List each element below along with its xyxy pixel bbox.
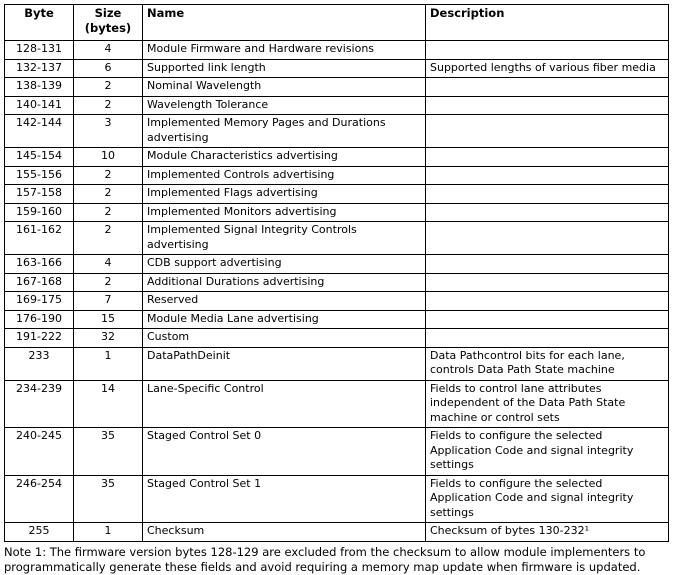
name-cell: Module Media Lane advertising [143, 310, 426, 329]
table-row [5, 78, 669, 97]
table-row [5, 203, 669, 222]
table-row [5, 292, 669, 311]
footnote: Note 1: The firmware version bytes 128-129 are excluded from the checksum to allow module implementers to programmatically generate these fields and avoid requiring a memory map update when firmware is updated. [4, 544, 646, 574]
size-cell: 3 [74, 115, 143, 148]
name-cell: Lane-Specific Control [143, 380, 426, 428]
table-row [5, 148, 669, 167]
byte-cell: 138-139 [5, 78, 74, 97]
desc-cell [426, 185, 669, 204]
name-cell: Implemented Flags advertising [143, 185, 426, 204]
size-cell: 2 [74, 273, 143, 292]
desc-cell: Fields to control lane attributes independent of the Data Path State machine or control sets [426, 380, 669, 428]
desc-cell [426, 78, 669, 97]
size-cell: 35 [74, 428, 143, 476]
size-cell: 4 [74, 41, 143, 60]
byte-cell: 163-166 [5, 255, 74, 274]
desc-cell [426, 96, 669, 115]
table-row [5, 96, 669, 115]
name-cell: Module Characteristics advertising [143, 148, 426, 167]
desc-cell [426, 148, 669, 167]
byte-cell: 169-175 [5, 292, 74, 311]
size-cell: 2 [74, 222, 143, 255]
byte-cell: 167-168 [5, 273, 74, 292]
byte-cell: 157-158 [5, 185, 74, 204]
desc-cell [426, 115, 669, 148]
col-header-description: Description [426, 5, 669, 41]
byte-cell: 142-144 [5, 115, 74, 148]
name-cell: Implemented Signal Integrity Controls advertising [143, 222, 426, 255]
byte-cell: 233 [5, 347, 74, 380]
table-row [5, 310, 669, 329]
col-header-byte: Byte [5, 5, 74, 41]
desc-cell [426, 310, 669, 329]
size-cell: 32 [74, 329, 143, 348]
byte-map-table [4, 4, 669, 542]
size-cell: 14 [74, 380, 143, 428]
size-cell: 15 [74, 310, 143, 329]
table-row [5, 185, 669, 204]
size-cell: 1 [74, 347, 143, 380]
desc-cell: Checksum of bytes 130-232¹ [426, 523, 669, 542]
byte-cell: 234-239 [5, 380, 74, 428]
desc-cell [426, 329, 669, 348]
name-cell: Additional Durations advertising [143, 273, 426, 292]
size-cell: 2 [74, 78, 143, 97]
size-cell: 2 [74, 203, 143, 222]
name-cell: Supported link length [143, 59, 426, 78]
desc-cell [426, 255, 669, 274]
byte-cell: 161-162 [5, 222, 74, 255]
name-cell: Reserved [143, 292, 426, 311]
table-row [5, 273, 669, 292]
table-row [5, 329, 669, 348]
name-cell: DataPathDeinit [143, 347, 426, 380]
name-cell: CDB support advertising [143, 255, 426, 274]
table-row [5, 380, 669, 428]
desc-cell [426, 166, 669, 185]
desc-cell: Fields to configure the selected Application Code and signal integrity settings [426, 428, 669, 476]
desc-cell [426, 292, 669, 311]
desc-cell [426, 203, 669, 222]
table-row [5, 475, 669, 523]
size-cell: 2 [74, 185, 143, 204]
size-cell: 2 [74, 166, 143, 185]
size-cell: 4 [74, 255, 143, 274]
table-row [5, 255, 669, 274]
name-cell: Staged Control Set 1 [143, 475, 426, 523]
desc-cell: Supported lengths of various fiber media [426, 59, 669, 78]
name-cell: Implemented Controls advertising [143, 166, 426, 185]
desc-cell: Fields to configure the selected Application Code and signal integrity settings [426, 475, 669, 523]
desc-cell: Data Pathcontrol bits for each lane, controls Data Path State machine [426, 347, 669, 380]
name-cell: Custom [143, 329, 426, 348]
header-row [5, 5, 669, 41]
size-cell: 35 [74, 475, 143, 523]
name-cell: Wavelength Tolerance [143, 96, 426, 115]
table-row [5, 115, 669, 148]
byte-cell: 176-190 [5, 310, 74, 329]
table-row [5, 347, 669, 380]
byte-cell: 255 [5, 523, 74, 542]
byte-cell: 128-131 [5, 41, 74, 60]
desc-cell [426, 222, 669, 255]
table-row [5, 59, 669, 78]
byte-cell: 159-160 [5, 203, 74, 222]
table-row [5, 222, 669, 255]
size-cell: 10 [74, 148, 143, 167]
name-cell: Implemented Monitors advertising [143, 203, 426, 222]
table-row [5, 41, 669, 60]
byte-cell: 240-245 [5, 428, 74, 476]
size-cell: 7 [74, 292, 143, 311]
table-body [5, 41, 669, 542]
byte-cell: 145-154 [5, 148, 74, 167]
col-header-name: Name [143, 5, 426, 41]
size-cell: 6 [74, 59, 143, 78]
byte-cell: 246-254 [5, 475, 74, 523]
name-cell: Staged Control Set 0 [143, 428, 426, 476]
byte-cell: 140-141 [5, 96, 74, 115]
table-row [5, 523, 669, 542]
table-row [5, 428, 669, 476]
size-cell: 1 [74, 523, 143, 542]
name-cell: Module Firmware and Hardware revisions [143, 41, 426, 60]
name-cell: Implemented Memory Pages and Durations advertising [143, 115, 426, 148]
desc-cell [426, 273, 669, 292]
name-cell: Checksum [143, 523, 426, 542]
byte-cell: 132-137 [5, 59, 74, 78]
byte-cell: 191-222 [5, 329, 74, 348]
size-cell: 2 [74, 96, 143, 115]
col-header-size: Size (bytes) [74, 5, 143, 41]
byte-cell: 155-156 [5, 166, 74, 185]
table-row [5, 166, 669, 185]
desc-cell [426, 41, 669, 60]
name-cell: Nominal Wavelength [143, 78, 426, 97]
